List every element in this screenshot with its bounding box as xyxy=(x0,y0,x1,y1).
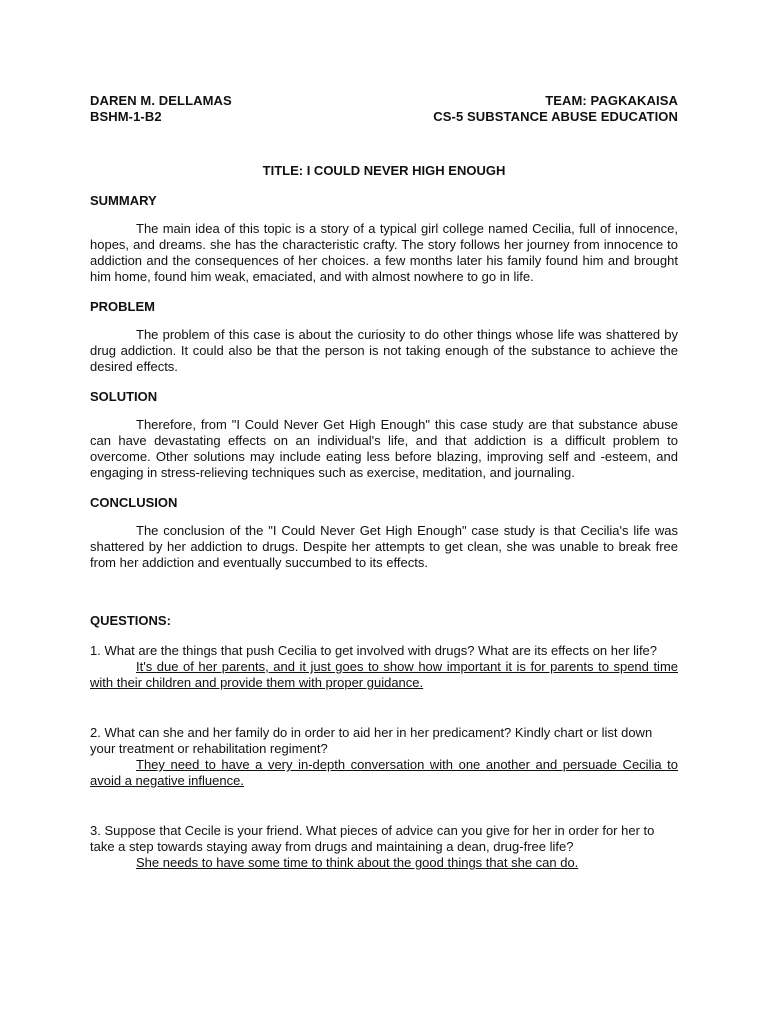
solution-text: Therefore, from "I Could Never Get High Enough" this case study are that substance abuse can have devastating effects on an individual's life, and that addiction is a difficult problem to overcome. Other solutions may include eating less before blazing, improving self and -esteem, and engaging in stress-relieving techniques such as exercise, meditation, and journaling. xyxy=(90,417,678,480)
summary-heading: SUMMARY xyxy=(90,193,157,208)
answer-text: They need to have a very in-depth conversation with one another and persuade Cecilia to avoid a negative influence. xyxy=(90,757,678,788)
question-item-2 xyxy=(90,725,678,789)
team-name: TEAM: PAGKAKAISA xyxy=(545,93,678,108)
solution-heading: SOLUTION xyxy=(90,389,158,404)
author-name: DAREN M. DELLAMAS xyxy=(90,93,232,108)
question-item-1 xyxy=(90,643,678,691)
problem-heading: PROBLEM xyxy=(90,299,155,314)
document-header xyxy=(90,93,678,125)
problem-text: The problem of this case is about the curiosity to do other things whose life was shattered by drug addiction. It could also be that the person is not taking enough of the substance to achieve the desired effects. xyxy=(90,327,678,374)
summary-text: The main idea of this topic is a story of a typical girl college named Cecilia, full of innocence, hopes, and dreams. she has the characteristic crafty. The story follows her journey from innocence to addiction and the consequences of her choices. a few months later his family found him and brought him home, found him weak, emaciated, and with almost nowhere to go in life. xyxy=(90,221,678,284)
course-name: CS-5 SUBSTANCE ABUSE EDUCATION xyxy=(433,109,678,124)
question-text: 3. Suppose that Cecile is your friend. What pieces of advice can you give for her in order for her to take a step towards staying away from drugs and maintaining a dean, drug-free life? xyxy=(90,823,655,854)
author-section: BSHM-1-B2 xyxy=(90,109,162,124)
answer-text: She needs to have some time to think about the good things that she can do. xyxy=(136,855,579,870)
conclusion-text: The conclusion of the "I Could Never Get High Enough" case study is that Cecilia's life was shattered by her addiction to drugs. Despite her attempts to get clean, she was unable to break free from her addiction and eventually succumbed to its effects. xyxy=(90,523,678,570)
question-item-3 xyxy=(90,823,678,871)
conclusion-heading: CONCLUSION xyxy=(90,495,178,510)
questions-heading: QUESTIONS: xyxy=(90,613,171,628)
author-block xyxy=(90,93,232,125)
question-text: 1. What are the things that push Cecilia to get involved with drugs? What are its effects on her life? xyxy=(90,643,658,658)
question-text: 2. What can she and her family do in order to aid her in her predicament? Kindly chart or list down your treatment or rehabilitation regiment? xyxy=(90,725,653,756)
answer-text: It's due of her parents, and it just goes to show how important it is for parents to spend time with their children and provide them with proper guidance. xyxy=(90,659,678,690)
document-page xyxy=(90,93,678,905)
team-block xyxy=(433,93,678,125)
document-title: TITLE: I COULD NEVER HIGH ENOUGH xyxy=(262,163,506,178)
